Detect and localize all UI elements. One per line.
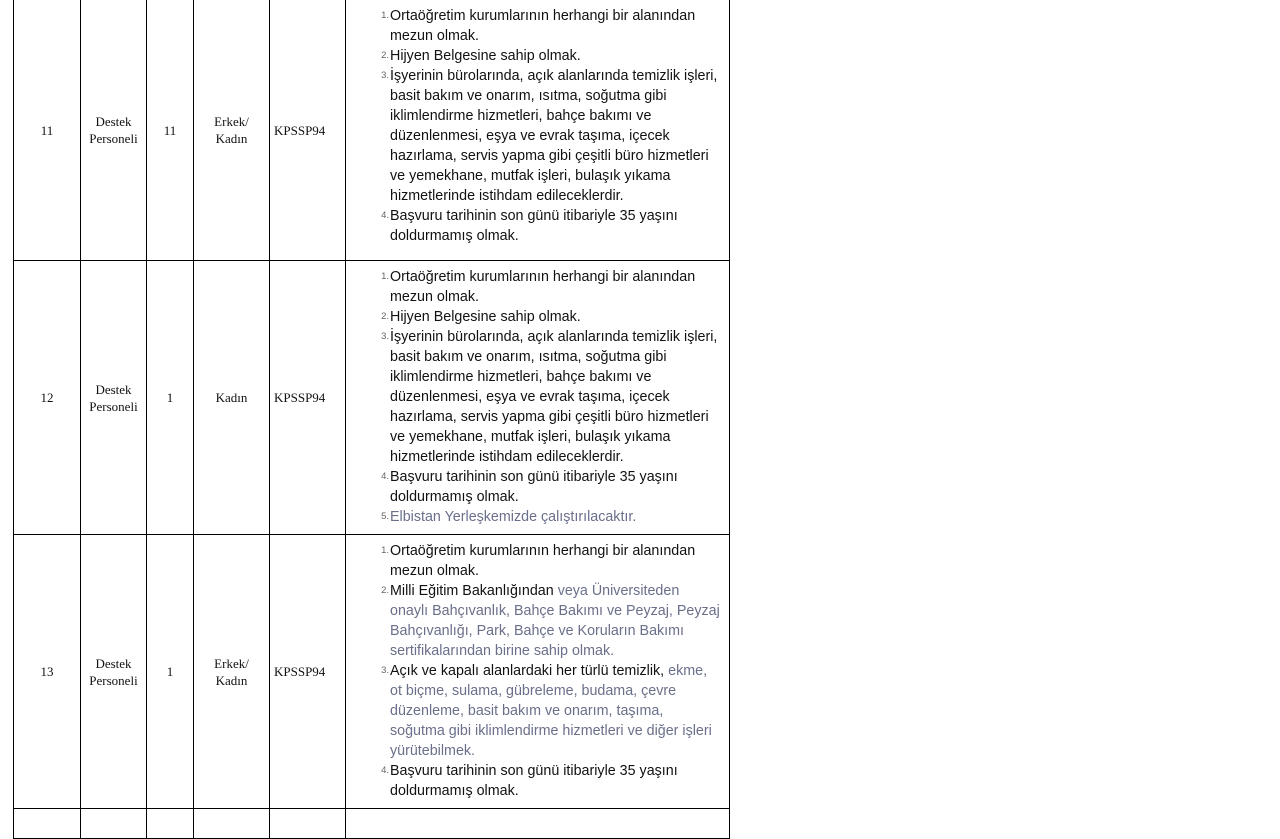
- job-listings-table: [13, 0, 730, 839]
- requirement-item: 4. Başvuru tarihinin son günü itibariyle 35 yaşını doldurmamış olmak.: [381, 208, 678, 244]
- empty-cell: [14, 809, 81, 839]
- score-type-cell: KPSSP94: [270, 0, 346, 261]
- table-row: [14, 535, 730, 809]
- empty-cell: [147, 809, 194, 839]
- requirement-item: 2. Hijyen Belgesine sahip olmak.: [381, 48, 581, 64]
- empty-cell: [270, 809, 346, 839]
- gender-cell: Erkek/ Kadın: [194, 535, 270, 809]
- score-type-cell: KPSSP94: [270, 261, 346, 535]
- score-type-cell: KPSSP94: [270, 535, 346, 809]
- gender-cell: Kadın: [194, 261, 270, 535]
- position-title-cell: Destek Personeli: [81, 535, 147, 809]
- requirements-cell: [346, 535, 730, 809]
- requirements-cell: [346, 261, 730, 535]
- row-number-cell: 13: [14, 535, 81, 809]
- quota-cell: 1: [147, 535, 194, 809]
- requirement-item: 2. Hijyen Belgesine sahip olmak.: [381, 309, 581, 325]
- requirements-list: [346, 6, 721, 246]
- requirements-cell: [346, 0, 730, 261]
- quota-cell: 1: [147, 261, 194, 535]
- position-title-cell: Destek Personeli: [81, 261, 147, 535]
- requirement-item: 1. Ortaöğretim kurumlarının herhangi bir alanından mezun olmak.: [381, 8, 696, 44]
- gender-cell: Erkek/ Kadın: [194, 0, 270, 261]
- requirement-item: 3. İşyerinin bürolarında, açık alanlarında temizlik işleri, basit bakım ve onarım, ısıtma, soğutma gibi iklimlendirme hizmetleri, bahçe bakımı ve düzenlenmesi, eşya ve evrak taşıma, içecek hazırlama, servis yapma gibi çeşitli büro hizmetleri ve yemekhane, mutfak işleri, bulaşık yıkama hizmetlerinde istihdam edileceklerdir.: [381, 68, 718, 204]
- requirement-item: 1. Ortaöğretim kurumlarının herhangi bir alanından mezun olmak.: [381, 543, 696, 579]
- requirement-item: 4. Başvuru tarihinin son günü itibariyle 35 yaşını doldurmamış olmak.: [381, 469, 678, 505]
- table-row: [14, 261, 730, 535]
- row-number-cell: 12: [14, 261, 81, 535]
- requirement-item: 2. Milli Eğitim Bakanlığından veya Üniversiteden onaylı Bahçıvanlık, Bahçe Bakımı ve Peyzaj, Peyzaj Bahçıvanlığı, Park, Bahçe ve Koruların Bakımı sertifikalarından birine sahip olmak.: [381, 583, 720, 659]
- empty-cell: [346, 809, 730, 839]
- table-row: [14, 809, 730, 839]
- requirement-item: 1. Ortaöğretim kurumlarının herhangi bir alanından mezun olmak.: [381, 269, 696, 305]
- blank-page-area: [730, 0, 1280, 813]
- row-number-cell: 11: [14, 0, 81, 261]
- requirement-item: 4. Başvuru tarihinin son günü itibariyle 35 yaşını doldurmamış olmak.: [381, 763, 678, 799]
- empty-cell: [81, 809, 147, 839]
- table-row: [14, 0, 730, 261]
- requirements-list: [346, 541, 721, 801]
- requirement-item: 3. Açık ve kapalı alanlardaki her türlü temizlik, ekme, ot biçme, sulama, gübreleme, budama, çevre düzenleme, basit bakım ve onarım, taşıma, soğutma gibi iklimlendirme hizmetleri ve diğer işleri yürütebilmek.: [381, 663, 712, 759]
- requirement-item: 3. İşyerinin bürolarında, açık alanlarında temizlik işleri, basit bakım ve onarım, ısıtma, soğutma gibi iklimlendirme hizmetleri, bahçe bakımı ve düzenlenmesi, eşya ve evrak taşıma, içecek hazırlama, servis yapma gibi çeşitli büro hizmetleri ve yemekhane, mutfak işleri, bulaşık yıkama hizmetlerinde istihdam edileceklerdir.: [381, 329, 718, 465]
- requirements-list: [346, 267, 721, 527]
- requirement-item: 5. Elbistan Yerleşkemizde çalıştırılacaktır.: [381, 509, 637, 525]
- quota-cell: 11: [147, 0, 194, 261]
- position-title-cell: Destek Personeli: [81, 0, 147, 261]
- empty-cell: [194, 809, 270, 839]
